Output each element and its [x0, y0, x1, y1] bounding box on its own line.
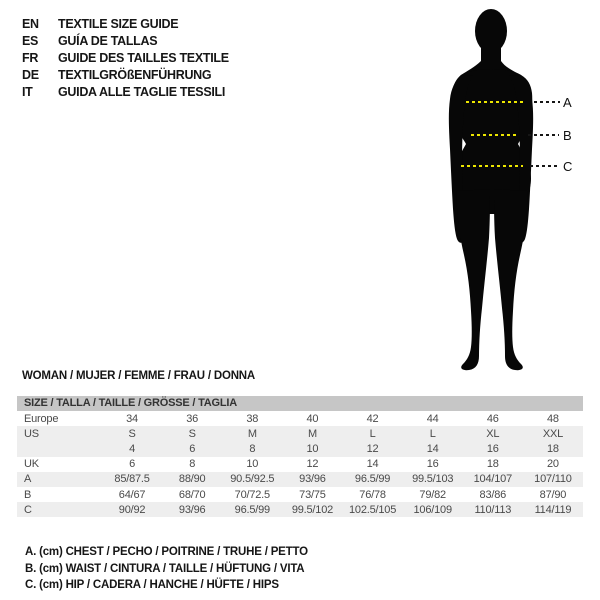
table-cell: 73/75 [299, 488, 326, 501]
measurement-legend [25, 546, 308, 596]
table-cell: 93/96 [178, 503, 206, 516]
table-cell: 106/109 [413, 503, 452, 516]
table-cell: 70/72.5 [234, 488, 270, 501]
table-cell: 6 [189, 442, 196, 455]
table-cell: 83/86 [479, 488, 507, 501]
table-cell: 90/92 [118, 503, 146, 516]
table-cell: 16 [486, 442, 499, 455]
table-row-label: A [24, 473, 32, 486]
table-cell: 16 [426, 458, 439, 471]
table-cell: 87/90 [539, 488, 567, 501]
language-label: GUIDE DES TAILLES TEXTILE [58, 50, 229, 65]
table-cell: 114/119 [534, 503, 572, 516]
table-cell: 18 [486, 458, 499, 471]
woman-silhouette [417, 5, 567, 373]
language-label: TEXTILGRÖßENFÜHRUNG [58, 67, 212, 82]
table-cell: 14 [366, 458, 379, 471]
legend-line-chest: A. (cm) CHEST / PECHO / POITRINE / TRUHE / PETTO [25, 546, 308, 558]
table-cell: 46 [486, 412, 499, 425]
table-cell: M [247, 427, 257, 440]
table-cell: 76/78 [359, 488, 386, 501]
table-body [17, 411, 583, 517]
table-cell: 12 [306, 458, 319, 471]
table-cell: 4 [129, 442, 136, 455]
waist-leader-line [528, 134, 559, 136]
table-cell: 110/113 [474, 503, 512, 516]
table-row-label: Europe [24, 412, 59, 425]
table-cell: S [128, 427, 136, 440]
size-table [17, 396, 583, 517]
table-row-label: UK [24, 458, 39, 471]
table-row [17, 487, 583, 502]
table-row [17, 411, 583, 426]
measure-label-b: B [563, 128, 572, 143]
table-cell: 42 [366, 412, 379, 425]
chest-measure-line [466, 101, 524, 103]
legend-line-hip: C. (cm) HIP / CADERA / HANCHE / HÜFTE / HIPS [25, 579, 279, 591]
table-row-label: C [24, 503, 32, 516]
table-cell: 99.5/103 [412, 473, 454, 486]
table-row-label: US [24, 427, 39, 440]
table-cell: 8 [189, 458, 196, 471]
table-cell: XL [486, 427, 500, 440]
table-cell: 40 [306, 412, 319, 425]
table-cell: 10 [246, 458, 259, 471]
table-cell: 8 [249, 442, 256, 455]
table-cell: L [369, 427, 376, 440]
legend-line-waist: B. (cm) WAIST / CINTURA / TAILLE / HÜFTUNG / VITA [25, 562, 305, 575]
table-cell: 79/82 [419, 488, 446, 501]
table-cell: 36 [186, 412, 199, 425]
table-cell: 64/67 [118, 488, 146, 501]
section-title: WOMAN / MUJER / FEMME / FRAU / DONNA [22, 370, 256, 382]
table-cell: 104/107 [473, 473, 512, 486]
table-cell: 18 [547, 442, 559, 455]
table-cell: 14 [426, 442, 439, 455]
table-cell: 44 [426, 412, 439, 425]
hip-measure-line [461, 165, 523, 167]
language-code: DE [22, 67, 39, 82]
measure-label-a: A [563, 95, 572, 110]
table-cell: 48 [547, 412, 559, 425]
table-cell: 99.5/102 [291, 503, 334, 516]
language-label: TEXTILE SIZE GUIDE [58, 16, 179, 31]
table-cell: 6 [129, 458, 136, 471]
language-code: ES [22, 33, 39, 48]
table-cell: 107/110 [534, 473, 572, 486]
table-cell: L [429, 427, 436, 440]
table-cell: 68/70 [178, 488, 206, 501]
table-row-label: B [24, 488, 32, 501]
table-cell: 12 [366, 442, 379, 455]
table-cell: 96.5/99 [234, 503, 270, 516]
table-row [17, 472, 583, 487]
chest-leader-line [534, 101, 560, 103]
table-cell: 34 [126, 412, 138, 425]
table-cell: 90.5/92.5 [230, 473, 275, 486]
measure-label-c: C [563, 159, 573, 174]
table-cell: 96.5/99 [354, 473, 391, 486]
language-code: EN [22, 16, 39, 31]
table-cell: XXL [542, 427, 564, 440]
table-row [17, 502, 583, 517]
table-cell: 85/87.5 [114, 473, 150, 486]
table-cell: 38 [246, 412, 259, 425]
table-cell: 20 [547, 458, 559, 471]
table-cell: S [188, 427, 196, 440]
table-header: SIZE / TALLA / TAILLE / GRÖSSE / TAGLIA [17, 396, 583, 411]
table-cell: 93/96 [299, 473, 326, 486]
language-code: FR [22, 50, 39, 65]
table-cell: 88/90 [178, 473, 206, 486]
language-code: IT [22, 84, 33, 99]
table-cell: 102.5/105 [348, 503, 397, 516]
language-label: GUIDA ALLE TAGLIE TESSILI [58, 84, 226, 99]
hip-leader-line [530, 165, 558, 167]
table-cell: M [307, 427, 317, 440]
table-row [17, 441, 583, 456]
table-row [17, 457, 583, 472]
table-row [17, 426, 583, 441]
waist-measure-line [471, 134, 519, 136]
language-label: GUÍA DE TALLAS [58, 33, 158, 48]
table-cell: 10 [306, 442, 319, 455]
